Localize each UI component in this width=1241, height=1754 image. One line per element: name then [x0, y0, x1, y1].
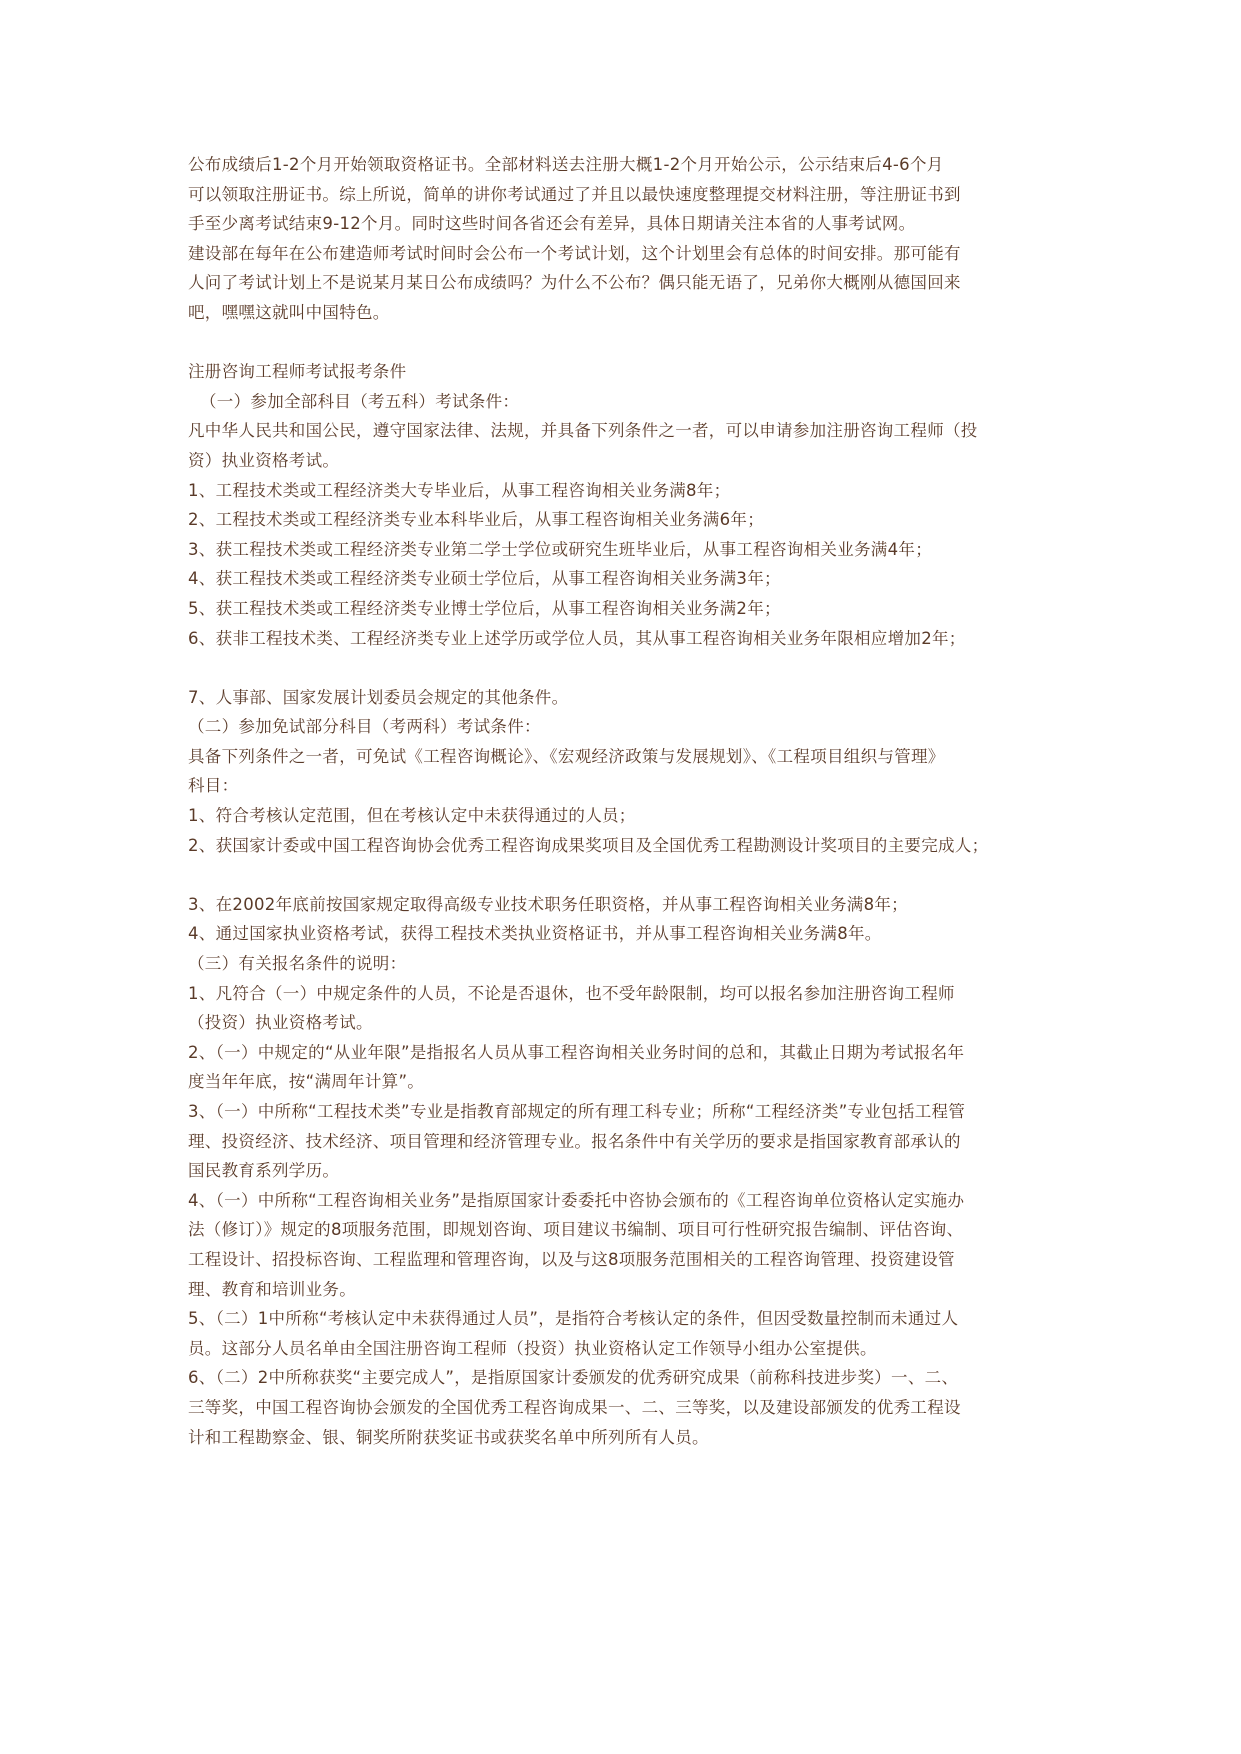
paragraph-gap — [188, 653, 1058, 683]
text-line: 吧，嘿嘿这就叫中国特色。 — [188, 302, 390, 322]
list-item: 4、通过国家执业资格考试，获得工程技术类执业资格证书，并从事工程咨询相关业务满8年。 — [188, 924, 882, 944]
list-item: 2、获国家计委或中国工程咨询协会优秀工程咨询成果奖项目及全国优秀工程勘测设计奖项目的主要完成人； — [188, 835, 989, 855]
section-title: 注册咨询工程师考试报考条件 — [188, 362, 407, 382]
text-line: 6、（二）2中所称获奖“主要完成人”，是指原国家计委颁发的优秀研究成果（前称科技进步奖）一、二、 — [188, 1368, 959, 1388]
text-line: 1、凡符合（一）中规定条件的人员，不论是否退休，也不受年龄限制，均可以报名参加注册咨询工程师 — [188, 983, 955, 1003]
list-item: 4、获工程技术类或工程经济类专业硕士学位后，从事工程咨询相关业务满3年； — [188, 569, 781, 589]
text-line: 计和工程勘察金、银、铜奖所附获奖证书或获奖名单中所列所有人员。 — [188, 1427, 709, 1447]
text-line: 员。这部分人员名单由全国注册咨询工程师（投资）执业资格认定工作领导小组办公室提供。 — [188, 1338, 877, 1358]
text-line: 资）执业资格考试。 — [188, 450, 340, 470]
list-item: 2、工程技术类或工程经济类专业本科毕业后，从事工程咨询相关业务满6年； — [188, 510, 764, 530]
document-page — [188, 150, 1058, 1452]
text-line: （投资）执业资格考试。 — [188, 1013, 373, 1033]
part1-heading: （一）参加全部科目（考五科）考试条件： — [200, 391, 520, 411]
text-line: 3、（一）中所称“工程技术类”专业是指教育部规定的所有理工科专业；所称“工程经济类”专业包括工程管 — [188, 1102, 966, 1121]
list-item: 6、获非工程技术类、工程经济类专业上述学历或学位人员，其从事工程咨询相关业务年限相应增加2年； — [188, 628, 966, 648]
text-line: 凡中华人民共和国公民，遵守国家法律、法规，并具备下列条件之一者，可以申请参加注册咨询工程师（投 — [188, 421, 978, 441]
text-line: 手至少离考试结束9-12个月。同时这些时间各省还会有差异，具体日期请关注本省的人事考试网。 — [188, 214, 916, 234]
list-item: 1、工程技术类或工程经济类大专毕业后，从事工程咨询相关业务满8年； — [188, 480, 731, 500]
text-line: 法（修订）》规定的8项服务范围，即规划咨询、项目建议书编制、项目可行性研究报告编制、评估咨询、 — [188, 1220, 964, 1240]
text-line: 建设部在每年在公布建造师考试时间时会公布一个考试计划，这个计划里会有总体的时间安排。那可能有 — [188, 243, 961, 263]
part2-intro — [188, 742, 1058, 801]
text-line: 理、投资经济、技术经济、项目管理和经济管理专业。报名条件中有关学历的要求是指国家教育部承认的 — [188, 1131, 961, 1151]
part2-list — [188, 801, 1058, 860]
paragraph-gap — [188, 328, 1058, 358]
part1-intro — [188, 416, 1058, 475]
text-line: 理、教育和培训业务。 — [188, 1279, 356, 1299]
text-line: 国民教育系列学历。 — [188, 1161, 340, 1181]
text-line: 度当年年底，按“满周年计算”。 — [188, 1072, 425, 1092]
text-line: 4、（一）中所称“工程咨询相关业务”是指原国家计委委托中咨协会颁布的《工程咨询单位资格认定实施办 — [188, 1190, 965, 1210]
text-line: 公布成绩后1-2个月开始领取资格证书。全部材料送去注册大概1-2个月开始公示，公示结束后4-6个月 — [188, 155, 944, 174]
list-item: 3、在2002年底前按国家规定取得高级专业技术职务任职资格，并从事工程咨询相关业务满8年； — [188, 894, 908, 914]
paragraph-gap — [188, 860, 1058, 890]
part3-notes — [188, 979, 1058, 1453]
text-line: 三等奖，中国工程咨询协会颁发的全国优秀工程咨询成果一、二、三等奖，以及建设部颁发的优秀工程设 — [188, 1397, 961, 1417]
part2-heading: （二）参加免试部分科目（考两科）考试条件： — [188, 717, 541, 737]
text-line: 科目： — [188, 776, 239, 796]
list-item: 5、获工程技术类或工程经济类专业博士学位后，从事工程咨询相关业务满2年； — [188, 598, 781, 618]
text-line: 具备下列条件之一者，可免试《工程咨询概论》、《宏观经济政策与发展规划》、《工程项目组织与管理》 — [188, 746, 945, 766]
list-item: 3、获工程技术类或工程经济类专业第二学士学位或研究生班毕业后，从事工程咨询相关业务满4年； — [188, 539, 932, 559]
part2-list-continued — [188, 890, 1058, 949]
text-line: 工程设计、招投标咨询、工程监理和管理咨询，以及与这8项服务范围相关的工程咨询管理、投资建设管 — [188, 1249, 955, 1269]
part1-list — [188, 476, 1058, 654]
list-item: 7、人事部、国家发展计划委员会规定的其他条件。 — [188, 687, 569, 707]
text-line: 5、（二）1中所称“考核认定中未获得通过人员”，是指符合考核认定的条件，但因受数量控制而未通过人 — [188, 1309, 959, 1329]
text-line: 可以领取注册证书。综上所说，简单的讲你考试通过了并且以最快速度整理提交材料注册，等注册证书到 — [188, 184, 961, 204]
text-line: 人问了考试计划上不是说某月某日公布成绩吗？为什么不公布？偶只能无语了，兄弟你大概刚从德国回来 — [188, 273, 961, 293]
list-item: 1、符合考核认定范围，但在考核认定中未获得通过的人员； — [188, 806, 636, 826]
text-line: 2、（一）中规定的“从业年限”是指报名人员从事工程咨询相关业务时间的总和，其截止日期为考试报名年 — [188, 1042, 965, 1062]
part3-heading: （三）有关报名条件的说明： — [188, 954, 407, 974]
intro-paragraph — [188, 150, 1058, 328]
